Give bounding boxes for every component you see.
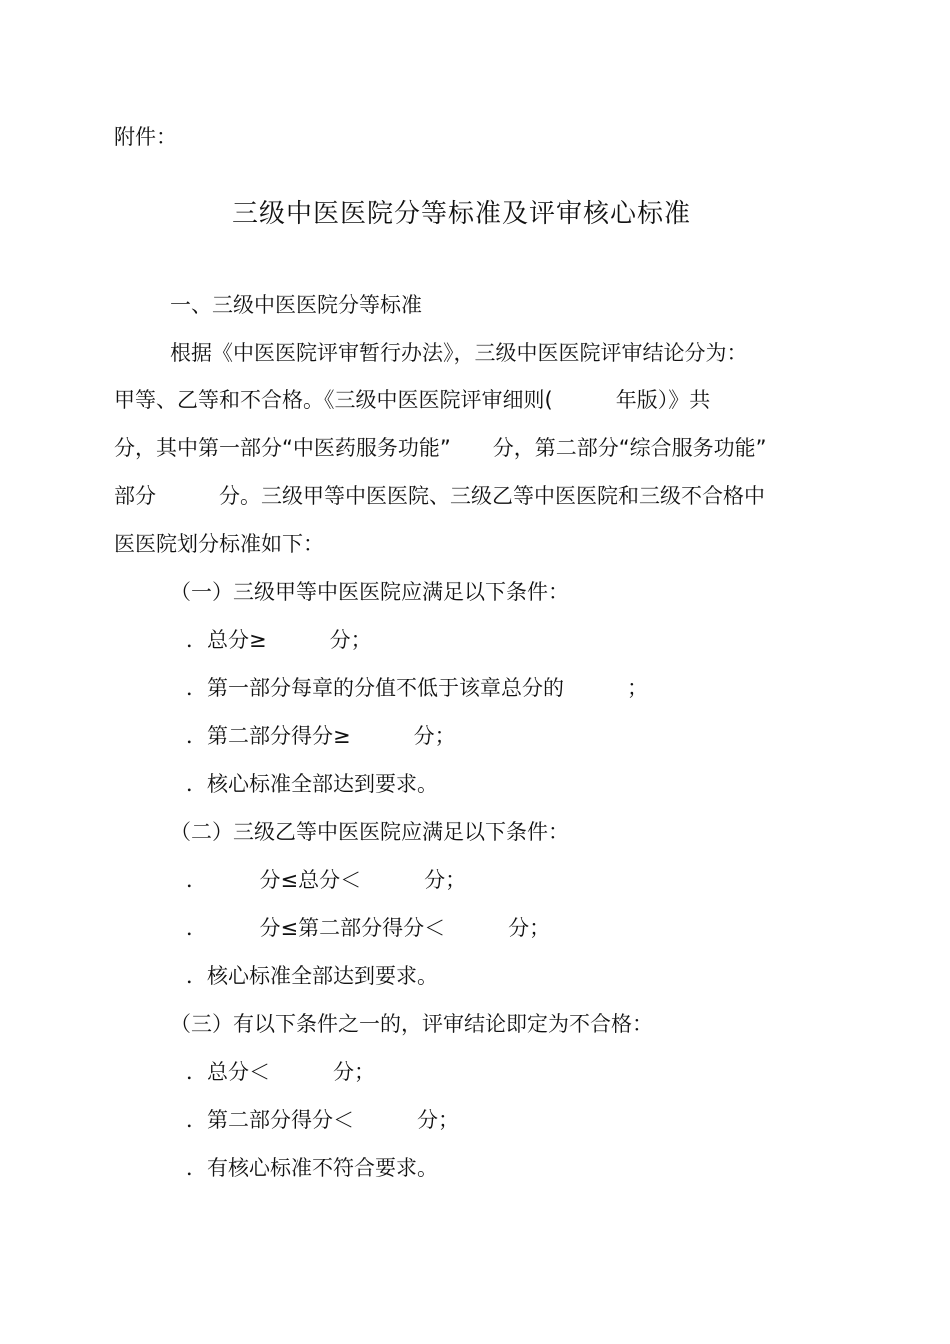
list-item: ．核心标准全部达到要求。 [186,772,438,796]
grade-a-heading: （一）三级甲等中医医院应满足以下条件： [170,580,569,604]
list-item: ．总分≥ 分； [186,628,372,652]
paragraph-line: 部分 分。三级甲等中医医院、三级乙等中医医院和三级不合格中 [114,484,765,508]
list-item: ．第二部分得分≥ 分； [186,724,456,748]
list-item: ．有核心标准不符合要求。 [186,1156,438,1180]
section-heading: 一、三级中医医院分等标准 [170,293,422,317]
list-item: ．第二部分得分＜ 分； [186,1108,459,1132]
grade-b-heading: （二）三级乙等中医医院应满足以下条件： [170,820,569,844]
list-item: ．第一部分每章的分值不低于该章总分的 ； [186,676,648,700]
list-item: ．总分＜ 分； [186,1060,375,1084]
attachment-label: 附件： [114,125,177,149]
list-item: ． 分≤总分＜ 分； [186,868,467,892]
paragraph-line: 甲等、乙等和不合格。《三级中医医院评审细则( 年版）》共 [114,388,711,412]
paragraph-line: 分，其中第一部分“中医药服务功能” 分，第二部分“综合服务功能” [114,436,767,460]
document-title: 三级中医医院分等标准及评审核心标准 [232,199,692,229]
paragraph-line: 根据《中医医院评审暂行办法》，三级中医医院评审结论分为： [170,341,748,365]
list-item: ．核心标准全部达到要求。 [186,964,438,988]
list-item: ． 分≤第二部分得分＜ 分； [186,916,551,940]
grade-fail-heading: （三）有以下条件之一的，评审结论即定为不合格： [170,1012,653,1036]
paragraph-line: 医医院划分标准如下： [114,532,324,556]
